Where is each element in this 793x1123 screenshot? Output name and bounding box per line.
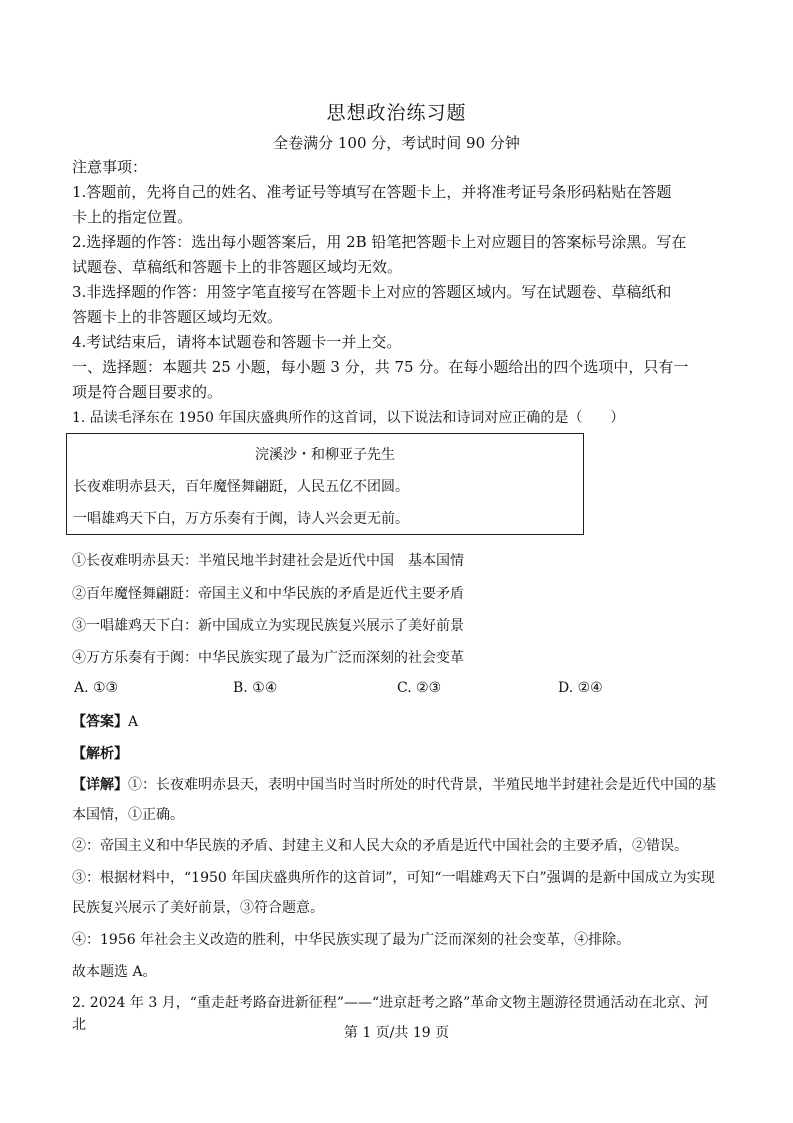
statement-2: ②百年魔怪舞翩跹：帝国主义和中华民族的矛盾是近代主要矛盾 bbox=[72, 586, 464, 602]
detail-3-line2: 民族复兴展示了美好前景，③符合题意。 bbox=[72, 900, 324, 916]
page-footer: 第 1 页/共 19 页 bbox=[343, 1025, 450, 1041]
notice-1-line2: 卡上的指定位置。 bbox=[72, 208, 193, 226]
option-a: A. ①③ bbox=[74, 680, 119, 696]
answer-row bbox=[72, 711, 722, 733]
detail-1-text: ①：长夜难明赤县天，表明中国当时当时所处的时代背景，半殖民地半封建社会是近代中国的基 bbox=[128, 777, 716, 793]
statement-4: ④万方乐奏有于阗：中华民族实现了最为广泛而深刻的社会变革 bbox=[72, 650, 464, 666]
poem-box bbox=[66, 433, 584, 535]
notice-3-line2: 答题卡上的非答题区域均无效。 bbox=[72, 308, 283, 326]
option-d: D. ②④ bbox=[558, 680, 603, 696]
analysis-label: 【解析】 bbox=[72, 746, 128, 762]
notice-2-line2: 试题卷、草稿纸和答题卡上的非答题区域均无效。 bbox=[72, 258, 403, 276]
section-heading-line2: 项是符合题目要求的。 bbox=[72, 383, 223, 401]
poem-title: 浣溪沙・和柳亚子先生 bbox=[255, 447, 395, 463]
section-heading-line1: 一、选择题：本题共 25 小题，每小题 3 分，共 75 分。在每小题给出的四个选项中，只有一 bbox=[72, 358, 689, 376]
notice-1-line1: 1.答题前，先将自己的姓名、准考证号等填写在答题卡上，并将准考证号条形码粘贴在答题 bbox=[72, 183, 672, 201]
page-title: 思想政治练习题 bbox=[326, 102, 467, 124]
answer-value: A bbox=[128, 714, 139, 730]
question-1-stem: 1. 品读毛泽东在 1950 年国庆盛典所作的这首词，以下说法和诗词对应正确的是（ ） bbox=[72, 410, 625, 426]
conclusion: 故本题选 A。 bbox=[72, 964, 157, 980]
statement-3: ③一唱雄鸡天下白：新中国成立为实现民族复兴展示了美好前景 bbox=[72, 618, 464, 634]
poem-line-1: 长夜难明赤县天，百年魔怪舞翩跹，人民五亿不团圆。 bbox=[73, 479, 409, 495]
answer-label: 【答案】 bbox=[72, 714, 128, 730]
notice-3-line1: 3.非选择题的作答：用签字笔直接写在答题卡上对应的答题区域内。写在试题卷、草稿纸和 bbox=[72, 283, 672, 301]
notice-heading: 注意事项： bbox=[72, 158, 148, 176]
detail-3-line1: ③：根据材料中，“1950 年国庆盛典所作的这首词”，可知“一唱雄鸡天下白”强调的是新中国成立为实现 bbox=[72, 870, 715, 886]
poem-line-2: 一唱雄鸡天下白，万方乐奏有于阗，诗人兴会更无前。 bbox=[73, 511, 409, 527]
exam-info: 全卷满分 100 分，考试时间 90 分钟 bbox=[273, 134, 520, 152]
statement-1: ①长夜难明赤县天：半殖民地半封建社会是近代中国 基本国情 bbox=[72, 553, 464, 569]
detail-4: ④：1956 年社会主义改造的胜利，中华民族实现了最为广泛而深刻的社会变革，④排除。 bbox=[72, 932, 631, 948]
detail-1-line1 bbox=[72, 774, 722, 796]
question-2-stem: 2. 2024 年 3 月，“重走赶考路奋进新征程”——“进京赶考之路”革命文物主题游径贯通活动在北京、河北 bbox=[72, 995, 709, 1033]
option-c: C. ②③ bbox=[397, 680, 442, 696]
detail-2: ②：帝国主义和中华民族的矛盾、封建主义和人民大众的矛盾是近代中国社会的主要矛盾，②错误。 bbox=[72, 838, 688, 854]
detail-label: 【详解】 bbox=[72, 777, 128, 793]
notice-2-line1: 2.选择题的作答：选出每小题答案后，用 2B 铅笔把答题卡上对应题目的答案标号涂黑。写在 bbox=[72, 233, 687, 251]
option-b: B. ①④ bbox=[233, 680, 278, 696]
notice-4: 4.考试结束后，请将本试题卷和答题卡一并上交。 bbox=[72, 333, 402, 351]
detail-1-line2: 本国情，①正确。 bbox=[72, 807, 184, 823]
